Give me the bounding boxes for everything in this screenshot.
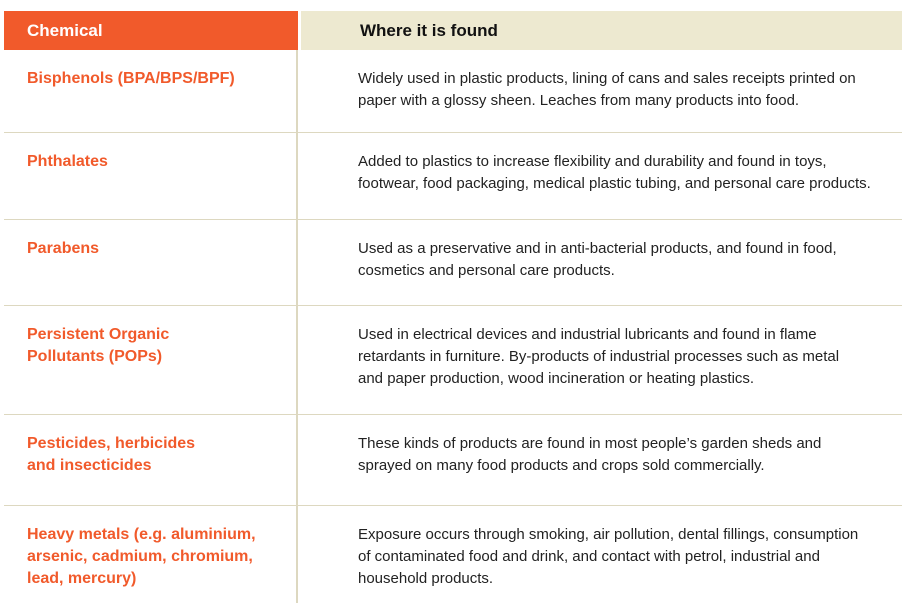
where-text: sprayed on many food products and crops sold commercially. xyxy=(358,457,765,474)
chemical-cell xyxy=(4,133,298,219)
where-cell xyxy=(298,506,902,603)
table-row xyxy=(4,220,902,306)
chemical-name: Parabens xyxy=(27,240,100,257)
where-text: Added to plastics to increase flexibility and durability and found in toys, xyxy=(358,153,827,170)
where-cell xyxy=(298,133,902,219)
where-text: Used as a preservative and in anti-bacterial products, and found in food, xyxy=(358,240,837,257)
where-text: retardants in furniture. By-products of industrial processes such as metal xyxy=(358,348,840,365)
where-text: Exposure occurs through smoking, air pollution, dental fillings, consumption xyxy=(358,526,859,543)
where-text: Used in electrical devices and industrial lubricants and found in flame xyxy=(358,326,817,343)
where-text: paper with a glossy sheen. Leaches from many products into food. xyxy=(358,92,800,109)
table-row xyxy=(4,306,902,415)
where-text: footwear, food packaging, medical plastic tubing, and personal care products. xyxy=(358,175,871,192)
header-chemical: Chemical xyxy=(4,11,298,50)
chemical-cell xyxy=(4,415,298,505)
table-row xyxy=(4,506,902,603)
chemical-name: Phthalates xyxy=(27,153,108,170)
chemical-cell xyxy=(4,506,298,603)
where-cell xyxy=(298,306,902,414)
where-text: These kinds of products are found in most people’s garden sheds and xyxy=(358,435,822,452)
table-row xyxy=(4,415,902,506)
where-text: of contaminated food and drink, and contact with petrol, industrial and xyxy=(358,548,820,565)
where-text: and paper production, wood incineration or heating plastics. xyxy=(358,370,755,387)
chemical-cell xyxy=(4,50,298,132)
chemical-name: arsenic, cadmium, chromium, xyxy=(27,548,253,565)
table-header xyxy=(4,11,902,50)
table-row xyxy=(4,133,902,220)
chemical-name: Persistent Organic xyxy=(27,326,170,343)
where-cell xyxy=(298,220,902,305)
table-body xyxy=(4,50,902,603)
where-text: cosmetics and personal care products. xyxy=(358,262,615,279)
where-cell xyxy=(298,415,902,505)
chemical-name: Bisphenols (BPA/BPS/BPF) xyxy=(27,70,235,87)
chemical-name: Pesticides, herbicides xyxy=(27,435,196,452)
where-text: Widely used in plastic products, lining of cans and sales receipts printed on xyxy=(358,70,856,87)
chemicals-table xyxy=(4,11,902,603)
chemical-name: and insecticides xyxy=(27,457,152,474)
table-row xyxy=(4,50,902,133)
header-where-found: Where it is found xyxy=(301,11,902,50)
where-text: household products. xyxy=(358,570,494,587)
where-cell xyxy=(298,50,902,132)
chemical-name: lead, mercury) xyxy=(27,570,137,587)
chemical-cell xyxy=(4,220,298,305)
chemical-name: Heavy metals (e.g. aluminium, xyxy=(27,526,256,543)
chemical-cell xyxy=(4,306,298,414)
chemical-name: Pollutants (POPs) xyxy=(27,348,163,365)
